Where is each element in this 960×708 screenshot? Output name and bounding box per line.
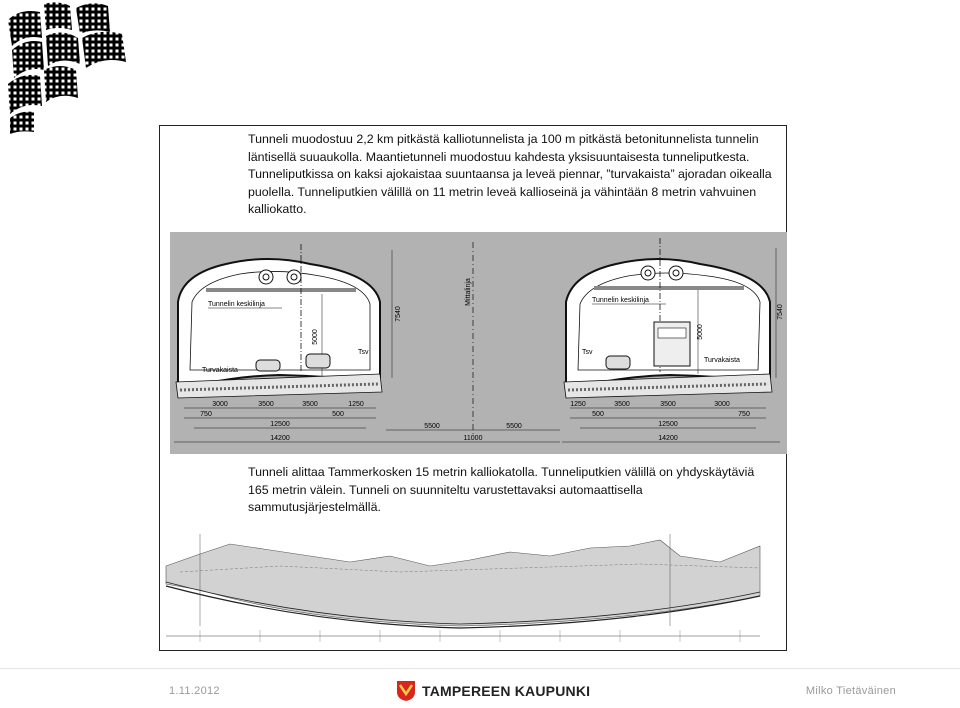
- brand-name: TAMPEREEN KAUPUNKI: [422, 683, 591, 699]
- right-dim-14200: 14200: [658, 435, 678, 442]
- middle-dim-total: 11000: [463, 435, 483, 442]
- right-dim-3500-b: 3500: [660, 401, 676, 408]
- footer-divider: [0, 668, 960, 669]
- left-dim-14200: 14200: [270, 435, 290, 442]
- right-shoulder-label: Turvakaista: [704, 357, 740, 364]
- left-dim-3000: 3000: [212, 401, 228, 408]
- content-frame: [159, 125, 787, 651]
- tunnel-cross-section: [170, 232, 787, 454]
- right-dim-500: 500: [592, 411, 604, 418]
- tunnel-details: Tunneli alittaa Tammerkosken 15 metrin kalliokatolla. Tunneliputkien välillä on yhdyskäytäviä 165 metrin välein. Tunneli on suunniteltu varustettavaksi automaattisella sammutusjärjestelmällä.: [248, 465, 755, 515]
- left-dim-3500-a: 3500: [258, 401, 274, 408]
- axis-label: Mittalinja: [465, 278, 472, 306]
- right-dim-750: 750: [738, 411, 750, 418]
- middle-dim-left: 5500: [424, 423, 440, 430]
- left-height-7540: 7540: [395, 306, 402, 322]
- right-dim-3000: 3000: [714, 401, 730, 408]
- right-dim-3500-a: 3500: [614, 401, 630, 408]
- left-dim-500: 500: [332, 411, 344, 418]
- tunnel-description: Tunneli muodostuu 2,2 km pitkästä kalliotunnelista ja 100 m pitkästä betonitunnelista tunnelin läntisellä suuaukolla. Maantietunneli muodostuu kahdesta yksisuuntaisesta tunneliputkesta. Tunneliputkissa on kaksi ajokaistaa suuntaansa ja leveä piennar, ”turvakaista” ajoradan oikealla puolella. Tunneliputkien välillä on 11 metrin leveä kallioseinä ja vähintään 8 metrin vahvuinen kalliokatto.: [248, 132, 772, 217]
- right-height-5000: 5000: [697, 324, 704, 340]
- right-dim-12500: 12500: [658, 421, 678, 428]
- left-dim-750: 750: [200, 411, 212, 418]
- right-centerline-label: Tunnelin keskilinja: [592, 297, 649, 304]
- left-dim-12500: 12500: [270, 421, 290, 428]
- right-height-7540: 7540: [777, 304, 784, 320]
- left-shoulder-label: Turvakaista: [202, 367, 238, 374]
- right-dim-1250: 1250: [570, 401, 586, 408]
- left-centerline-label: Tunnelin keskilinja: [208, 301, 265, 308]
- city-crest-icon: [396, 680, 416, 702]
- footer-date: 1.11.2012: [169, 685, 220, 697]
- left-height-5000: 5000: [312, 329, 319, 345]
- footer-brand: [396, 680, 590, 702]
- footer-author: Milko Tietäväinen: [805, 685, 896, 697]
- tampere-logo-pattern: [0, 0, 135, 135]
- left-dim-3500-b: 3500: [302, 401, 318, 408]
- left-dim-1250: 1250: [348, 401, 364, 408]
- right-tsv-label: Tsv: [582, 349, 593, 356]
- middle-dim-right: 5500: [506, 423, 522, 430]
- left-tsv-label: Tsv: [358, 349, 369, 356]
- tunnel-longitudinal-profile: [160, 526, 786, 648]
